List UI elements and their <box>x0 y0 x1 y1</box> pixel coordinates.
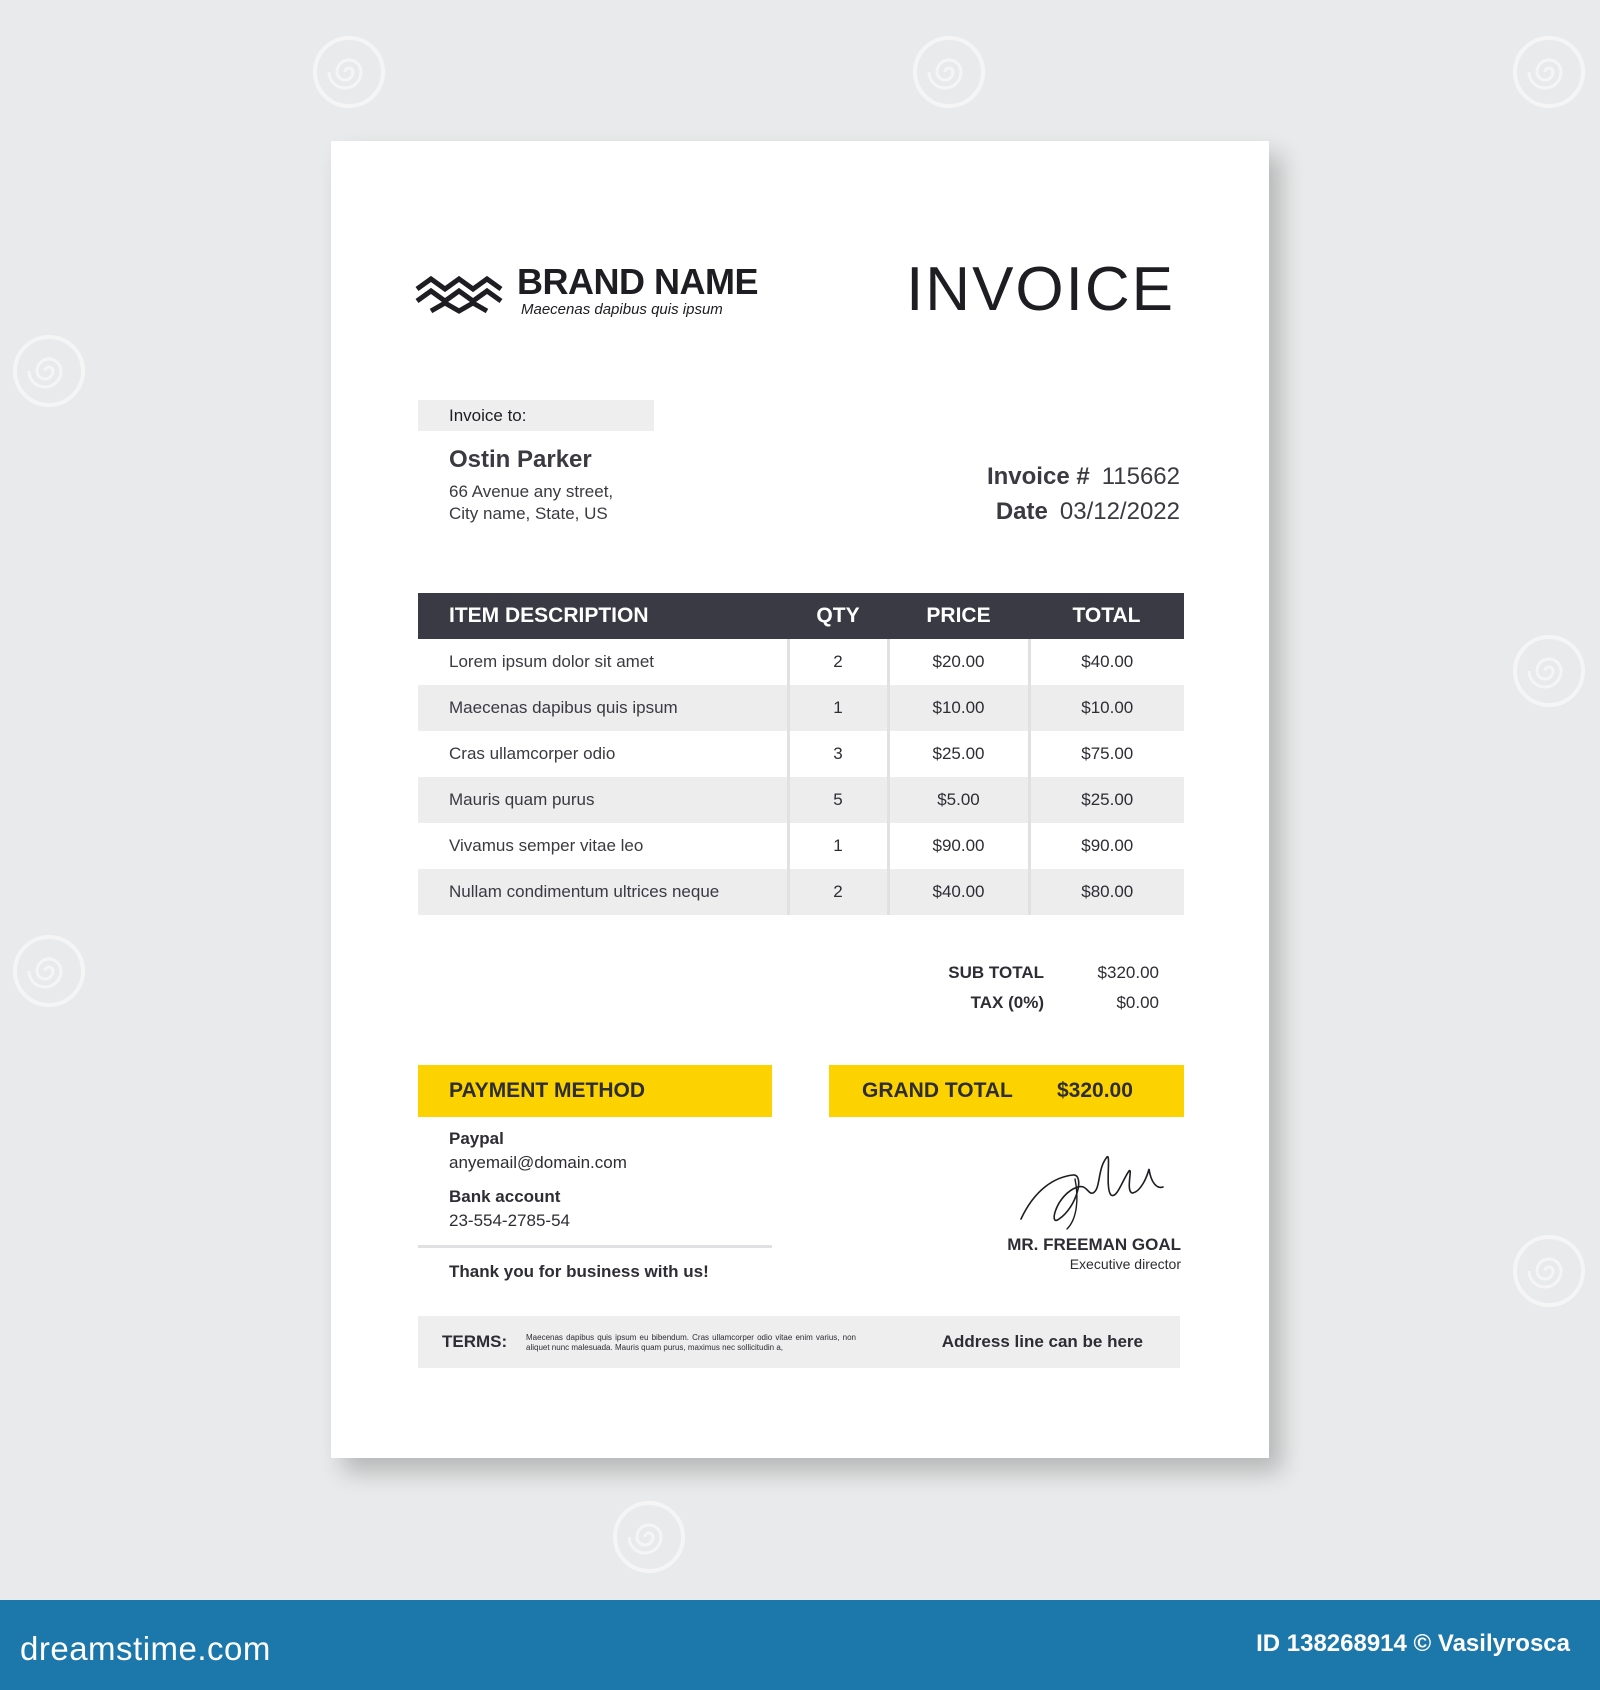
header-price: PRICE <box>888 593 1029 639</box>
table-row <box>418 823 1184 869</box>
cell-price: $20.00 <box>888 639 1029 685</box>
cell-total: $10.00 <box>1029 685 1184 731</box>
cell-price: $10.00 <box>888 685 1029 731</box>
grand-total-label: GRAND TOTAL <box>862 1079 1013 1102</box>
cell-description: Mauris quam purus <box>418 777 788 823</box>
signature-icon <box>1015 1149 1165 1235</box>
table-header-row <box>418 593 1184 639</box>
cell-price: $40.00 <box>888 869 1029 915</box>
brand-name: BRAND NAME <box>517 261 758 302</box>
cell-description: Cras ullamcorper odio <box>449 744 616 763</box>
payment-method-title: PAYMENT METHOD <box>449 1079 646 1102</box>
invoice-to-label: Invoice to: <box>418 400 654 431</box>
watermark-icon <box>312 35 386 109</box>
footer-image-id: ID 138268914 © Vasilyrosca <box>1256 1630 1570 1657</box>
bank-account-label: Bank account <box>449 1187 561 1206</box>
cell-total: $40.00 <box>1029 639 1184 685</box>
signer-name: MR. FREEMAN GOAL <box>1007 1235 1181 1254</box>
brand-logo-icon <box>415 271 503 315</box>
watermark-icon <box>612 1500 686 1574</box>
footer-site-logo: dreamstime.com <box>20 1630 271 1667</box>
page-title: INVOICE <box>906 255 1175 324</box>
cell-qty: 2 <box>788 869 888 915</box>
brand-logo <box>415 261 775 321</box>
cell-price: $90.00 <box>888 823 1029 869</box>
header-total: TOTAL <box>1029 593 1184 639</box>
address-line: Address line can be here <box>941 1332 1143 1351</box>
cell-total: $80.00 <box>1029 869 1184 915</box>
bank-account-value: 23-554-2785-54 <box>449 1211 570 1230</box>
terms-label: TERMS: <box>442 1332 508 1351</box>
invoice-number-row <box>987 463 1180 491</box>
cell-total: $90.00 <box>1029 823 1184 869</box>
payment-method-bar <box>418 1065 772 1117</box>
header-item-description: ITEM DESCRIPTION <box>418 593 788 639</box>
table-row <box>418 685 1184 731</box>
tax-value: $0.00 <box>1116 993 1159 1012</box>
cell-total: $75.00 <box>1029 731 1184 777</box>
cell-qty: 1 <box>788 685 888 731</box>
paypal-email: anyemail@domain.com <box>449 1153 627 1172</box>
date-row <box>996 498 1180 526</box>
invoice-number-value: 115662 <box>1101 463 1180 490</box>
client-address-line1: 66 Avenue any street, <box>449 482 614 501</box>
signer-title: Executive director <box>1069 1256 1181 1272</box>
table-row <box>418 731 1184 777</box>
items-table <box>418 593 1184 915</box>
cell-qty: 3 <box>788 731 888 777</box>
client-address-line2: City name, State, US <box>449 504 608 523</box>
table-row <box>418 639 1184 685</box>
cell-qty: 5 <box>788 777 888 823</box>
invoice-sheet <box>331 141 1269 1458</box>
divider <box>418 1245 772 1248</box>
invoice-number-label: Invoice # <box>986 463 1090 490</box>
grand-total-bar <box>829 1065 1184 1117</box>
table-row <box>418 777 1184 823</box>
cell-description: Maecenas dapibus quis ipsum <box>418 685 788 731</box>
cell-description: Vivamus semper vitae leo <box>449 836 644 855</box>
thank-you-note: Thank you for business with us! <box>449 1262 709 1281</box>
cell-description: Nullam condimentum ultrices neque <box>418 869 788 915</box>
cell-price: $25.00 <box>888 731 1029 777</box>
watermark-icon <box>1512 634 1586 708</box>
watermark-icon <box>1512 1234 1586 1308</box>
brand-tagline: Maecenas dapibus quis ipsum <box>521 301 723 318</box>
watermark-icon <box>12 934 86 1008</box>
watermark-icon <box>912 35 986 109</box>
date-value: 03/12/2022 <box>1059 498 1180 525</box>
paypal-label: Paypal <box>449 1129 504 1148</box>
client-name: Ostin Parker <box>449 446 592 473</box>
grand-total-value: $320.00 <box>1057 1079 1133 1102</box>
table-row <box>418 869 1184 915</box>
stock-footer-bar <box>0 1600 1600 1690</box>
tax-label: TAX (0%) <box>970 993 1044 1012</box>
cell-total: $25.00 <box>1029 777 1184 823</box>
watermark-icon <box>1512 35 1586 109</box>
subtotal-value: $320.00 <box>1097 963 1159 982</box>
cell-qty: 2 <box>788 639 888 685</box>
cell-description: Lorem ipsum dolor sit amet <box>449 652 655 671</box>
terms-text: Maecenas dapibus quis ipsum eu bibendum. Cras ullamcorper odio vitae enim varius, non aliquet nunc malesuada. Mauris quam purus, maximus nec sollicitudin a, <box>526 1333 856 1352</box>
header-qty: QTY <box>788 593 888 639</box>
subtotal-label: SUB TOTAL <box>948 963 1044 982</box>
cell-price: $5.00 <box>888 777 1029 823</box>
cell-qty: 1 <box>788 823 888 869</box>
watermark-icon <box>12 334 86 408</box>
terms-bar <box>418 1316 1180 1368</box>
date-label: Date <box>995 498 1048 525</box>
